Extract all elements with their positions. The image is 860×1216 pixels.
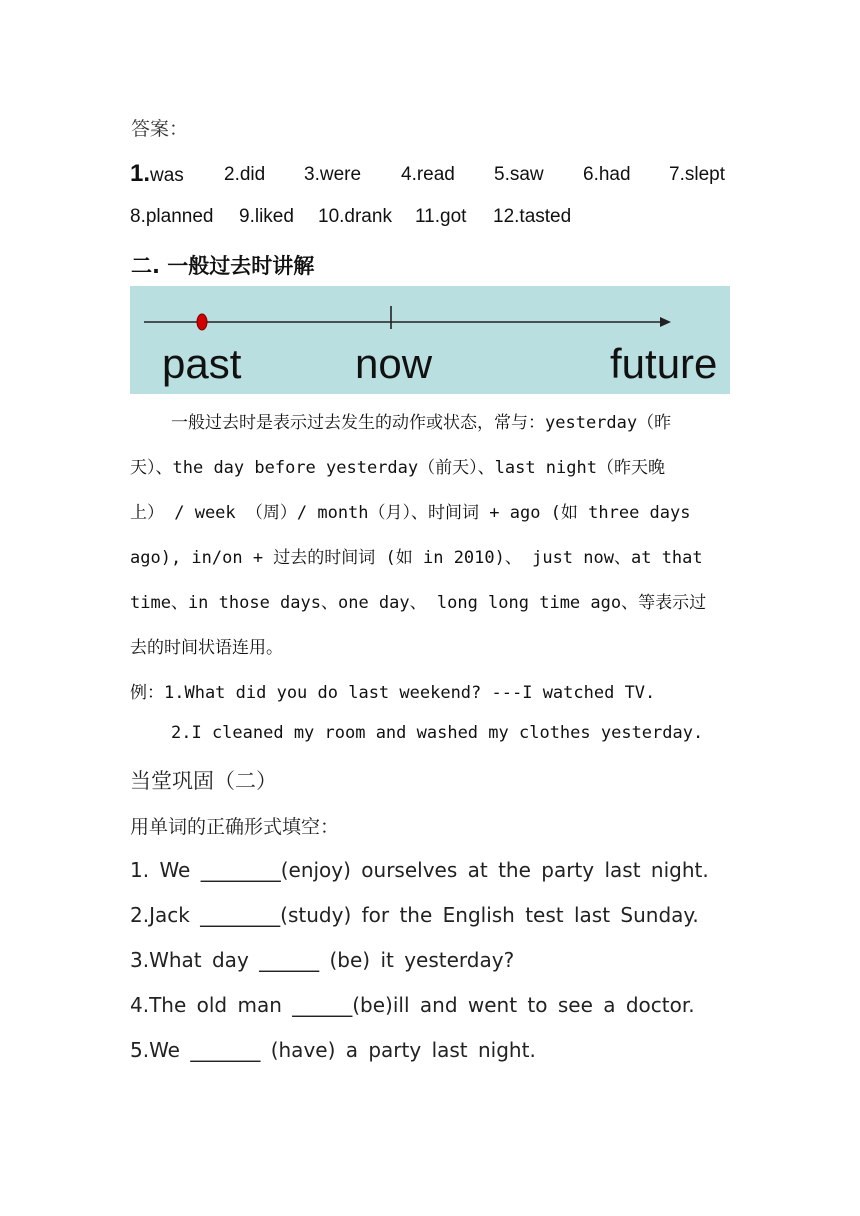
past-event-dot [197, 314, 207, 330]
question-5: 5.We _______ (have) a party last night. [130, 1038, 536, 1062]
arrow-head-icon [660, 317, 671, 327]
timeline-label-now: now [355, 340, 433, 387]
answer-item: 2.did [224, 164, 266, 185]
question-3: 3.What day ______ (be) it yesterday? [130, 948, 515, 972]
section-title: 二. 一般过去时讲解 [131, 254, 315, 278]
explanation-line: 上） / week （周）/ month（月）、时间词 + ago (如 three days [130, 503, 691, 523]
explanation-line: 去的时间状语连用。 [130, 638, 283, 658]
answer-item: 3.were [304, 164, 362, 185]
answer-item: 11.got [415, 206, 467, 227]
explanation-line: 天）、the day before yesterday（前天）、last night（昨天晚 [130, 458, 665, 478]
answer-item: 4.read [401, 164, 455, 185]
example-2: 2.I cleaned my room and washed my clothes yesterday. [171, 723, 704, 743]
answer-item: 10.drank [318, 206, 392, 227]
question-4: 4.The old man ______(be)ill and went to see a doctor. [130, 993, 695, 1017]
explanation-line: 一般过去时是表示过去发生的动作或状态，常与：yesterday（昨 [171, 413, 672, 433]
answer-item: 7.slept [669, 164, 725, 185]
answer-item: 1.was [130, 160, 184, 187]
practice-title: 当堂巩固（二） [130, 769, 277, 793]
answer-item: 12.tasted [493, 206, 572, 227]
question-2: 2.Jack ________(study) for the English test last Sunday. [130, 903, 699, 927]
explanation-line: time、in those days、one day、 long long time ago、等表示过 [130, 593, 707, 613]
practice-instruction: 用单词的正确形式填空： [130, 816, 340, 838]
answer-item: 9.liked [239, 206, 294, 227]
answer-item: 5.saw [494, 164, 544, 185]
timeline-label-past: past [162, 340, 242, 387]
question-1: 1. We ________(enjoy) ourselves at the party last night. [130, 858, 709, 882]
explanation-line: ago), in/on + 过去的时间词 (如 in 2010)、 just now、at that [130, 548, 703, 568]
example-1: 例：1.What did you do last weekend? ---I watched TV. [130, 683, 656, 703]
timeline-label-future: future [610, 340, 718, 387]
answers-label: 答案： [131, 118, 189, 140]
answer-item: 6.had [583, 164, 631, 185]
answer-item: 8.planned [130, 206, 214, 227]
